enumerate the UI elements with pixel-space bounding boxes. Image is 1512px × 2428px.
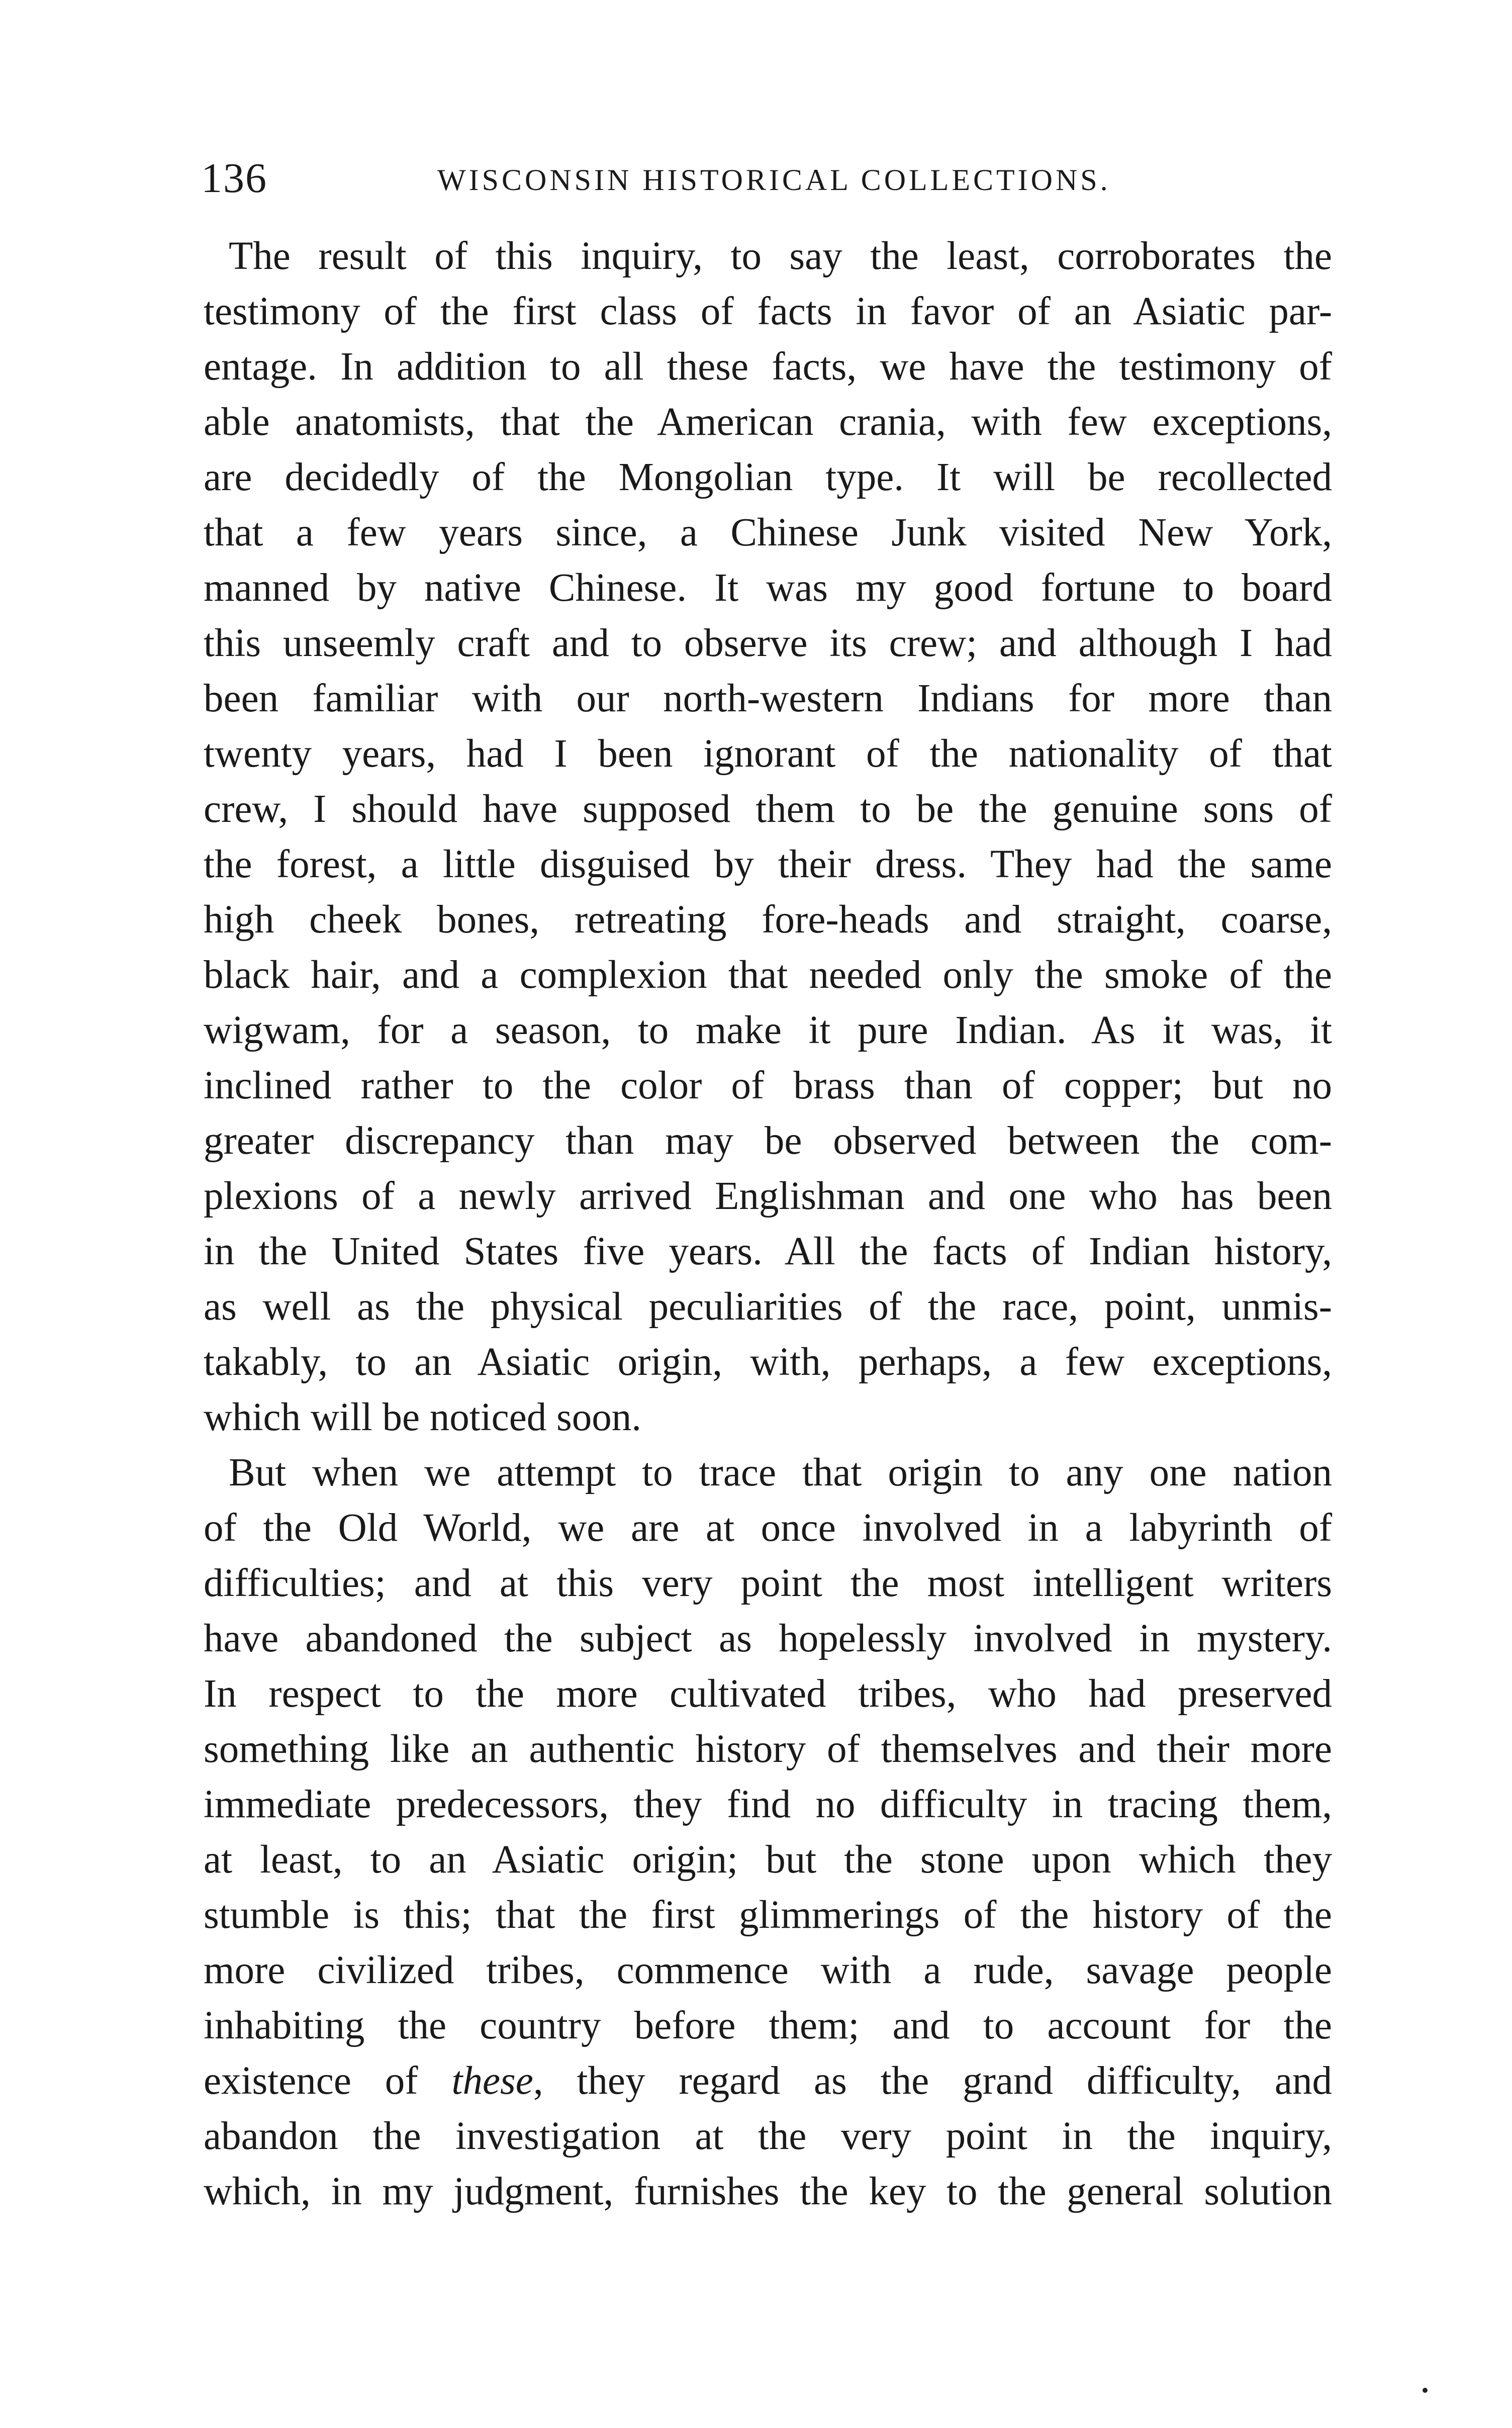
- text-line: been familiar with our north-western Indians for more than: [204, 677, 1332, 720]
- text-line: The result of this inquiry, to say the least, corroborates the: [229, 234, 1332, 278]
- text-line: twenty years, had I been ignorant of the nationality of that: [204, 732, 1332, 776]
- text-line: inclined rather to the color of brass than of copper; but no: [204, 1064, 1332, 1107]
- text-line: wigwam, for a season, to make it pure Indian. As it was, it: [204, 1008, 1332, 1052]
- paragraph-2: [204, 1445, 1332, 2219]
- text-line: stumble is this; that the first glimmerings of the history of the: [204, 1893, 1332, 1937]
- italic-word: these: [451, 2059, 533, 2103]
- body-text: [204, 229, 1332, 2219]
- text-line: have abandoned the subject as hopelessly involved in mystery.: [204, 1617, 1332, 1660]
- text-segment: , they regard as the grand difficulty, and: [533, 2059, 1332, 2103]
- text-line: takably, to an Asiatic origin, with, perhaps, a few exceptions,: [204, 1340, 1332, 1384]
- text-line: which will be noticed soon.: [204, 1395, 642, 1439]
- text-segment: existence of: [204, 2059, 452, 2103]
- text-line: entage. In addition to all these facts, we have the testimony of: [204, 345, 1332, 389]
- text-line: crew, I should have supposed them to be the genuine sons of: [204, 787, 1332, 831]
- running-head: [201, 151, 1337, 206]
- text-line: black hair, and a complexion that needed only the smoke of the: [204, 953, 1332, 997]
- text-line: immediate predecessors, they find no difficulty in tracing them,: [204, 1783, 1332, 1826]
- text-line: greater discrepancy than may be observed between the com-: [204, 1119, 1332, 1163]
- text-line: at least, to an Asiatic origin; but the stone upon which they: [204, 1838, 1332, 1882]
- text-line: manned by native Chinese. It was my good fortune to board: [204, 566, 1332, 610]
- text-line: inhabiting the country before them; and to account for the: [204, 2004, 1332, 2047]
- text-line: of the Old World, we are at once involved in a labyrinth of: [204, 1506, 1332, 1550]
- paragraph-1: [204, 229, 1332, 1445]
- text-line: in the United States five years. All the facts of Indian history,: [204, 1230, 1332, 1273]
- page-number: 136: [201, 155, 267, 202]
- text-line: high cheek bones, retreating fore-heads and straight, coarse,: [204, 898, 1332, 942]
- text-line: plexions of a newly arrived Englishman and one who has been: [204, 1174, 1332, 1218]
- text-line: that a few years since, a Chinese Junk visited New York,: [204, 511, 1332, 554]
- text-line: are decidedly of the Mongolian type. It will be recollected: [204, 455, 1332, 499]
- text-line: But when we attempt to trace that origin to any one nation: [229, 1451, 1332, 1495]
- text-line: more civilized tribes, commence with a rude, savage people: [204, 1948, 1332, 1992]
- text-line: able anatomists, that the American crania, with few exceptions,: [204, 400, 1332, 444]
- text-line: difficulties; and at this very point the most intelligent writers: [204, 1561, 1332, 1605]
- running-title: WISCONSIN HISTORICAL COLLECTIONS.: [437, 163, 1111, 197]
- text-line: as well as the physical peculiarities of the race, point, unmis-: [204, 1285, 1332, 1329]
- text-line: this unseemly craft and to observe its crew; and although I had: [204, 621, 1332, 665]
- text-line: testimony of the first class of facts in favor of an Asiatic par-: [204, 290, 1332, 333]
- text-line: something like an authentic history of themselves and their more: [204, 1727, 1332, 1771]
- text-line: which, in my judgment, furnishes the key to the general solution: [204, 2170, 1332, 2213]
- print-speck: [1423, 2388, 1428, 2393]
- text-line-with-italic: [204, 2053, 1332, 2109]
- text-line: the forest, a little disguised by their dress. They had the same: [204, 843, 1332, 886]
- text-line: In respect to the more cultivated tribes, who had preserved: [204, 1672, 1332, 1716]
- text-line: abandon the investigation at the very point in the inquiry,: [204, 2114, 1332, 2158]
